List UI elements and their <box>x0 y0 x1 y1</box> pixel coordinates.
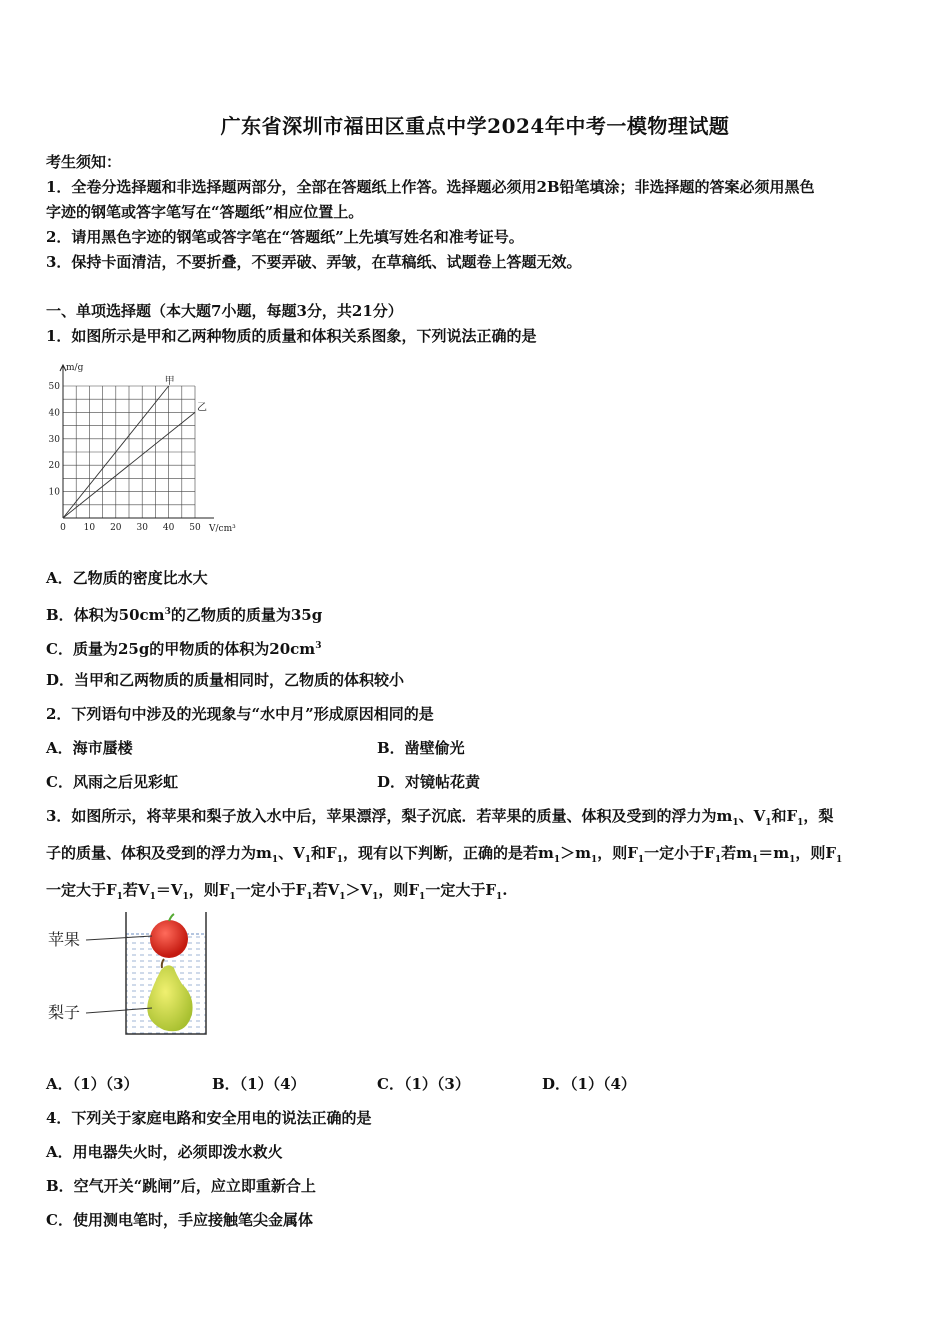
q1-option-c: C．质量为25g的甲物质的体积为$20cm^3$ <box>46 640 322 658</box>
q2-stem: 2．下列语句中涉及的光现象与“水中月”形成原因相同的是 <box>46 705 434 723</box>
graph-ticks <box>49 382 201 533</box>
notice-item-1-cont: 字迹的钢笔或答字笔写在“答题纸”相应位置上。 <box>46 203 364 221</box>
notice-heading: 考生须知： <box>46 153 122 171</box>
q1-stem: 1．如图所示是甲和乙两种物质的质量和体积关系图象，下列说法正确的是 <box>46 327 537 345</box>
q4-option-c: C．使用测电笔时，手应接触笔尖金属体 <box>46 1211 313 1229</box>
graph-series <box>63 375 207 518</box>
q4-option-b: B．空气开关“跳闸”后，应立即重新合上 <box>46 1177 316 1195</box>
q2-option-b: B．凿壁偷光 <box>377 739 465 757</box>
page-title: 广东省深圳市福田区重点中学2024年中考一模物理试题 <box>220 114 730 138</box>
x-tick-label: 50 <box>189 523 201 533</box>
notice-item-2: 2．请用黑色字迹的钢笔或答字笔在“答题纸”上先填写姓名和准考证号。 <box>46 228 524 246</box>
apple-stem <box>169 914 174 921</box>
mass-volume-graph <box>44 360 254 540</box>
series-label-1: 乙 <box>197 402 207 414</box>
q4-option-a: A．用电器失火时，必须即泼水救火 <box>46 1143 283 1161</box>
apple-label: 苹果 <box>48 930 81 949</box>
y-axis-label: m/g <box>66 363 84 373</box>
graph-grid <box>63 386 195 518</box>
q1-option-b: B．体积为$50cm^3$的乙物质的质量为35g <box>46 606 323 624</box>
y-tick-label: 10 <box>48 487 60 498</box>
q2-option-c: C．风雨之后见彩虹 <box>46 773 178 791</box>
y-tick-label: 30 <box>48 434 60 445</box>
q3-option-c: C．（1）（3） <box>377 1075 470 1093</box>
y-tick-label: 50 <box>48 382 60 392</box>
x-tick-label: 10 <box>83 523 96 533</box>
x-axis-label: V/cm³ <box>209 524 236 534</box>
notice-item-3: 3．保持卡面清洁，不要折叠，不要弄破、弄皱，在草稿纸、试题卷上答题无效。 <box>46 253 582 271</box>
y-tick-label: 40 <box>48 408 60 419</box>
y-tick-label: 20 <box>48 461 60 472</box>
x-tick-label: 40 <box>162 523 175 533</box>
q1-option-a: A．乙物质的密度比水大 <box>46 569 208 587</box>
q3-stem-line3: 一定大于$F_1$若$V_1=V_1$，则$F_1$一定小于$F_1$若$V_1>V_1$，则$F_1$一定大于$F_1$. <box>46 881 508 902</box>
q2-option-a: A．海市蜃楼 <box>46 739 133 757</box>
fruit-beaker-figure <box>44 910 214 1040</box>
x-tick-label: 20 <box>110 523 122 533</box>
q3-option-d: D．（1）（4） <box>542 1075 636 1093</box>
q3-stem-line2: 子的质量、体积及受到的浮力为$m_1$、$V_1$和$F_1$，现有以下判断，正确的是若$m_1>m_1$，则$F_1$一定小于$F_1$若$m_1=m_1$，则$F_1$ <box>46 844 843 865</box>
apple <box>150 920 188 958</box>
q4-stem: 4．下列关于家庭电路和安全用电的说法正确的是 <box>46 1109 372 1127</box>
q3-option-a: A．（1）（3） <box>46 1075 139 1093</box>
q2-option-d: D．对镜帖花黄 <box>377 773 481 791</box>
pear-label: 梨子 <box>48 1003 81 1022</box>
section-heading: 一、单项选择题（本大题7小题，每题3分，共21分） <box>46 302 403 320</box>
x-tick-label: 30 <box>136 523 148 533</box>
graph-axes <box>60 365 214 518</box>
q1-option-d: D．当甲和乙两物质的质量相同时，乙物质的体积较小 <box>46 671 405 689</box>
x-tick-label: 0 <box>60 523 66 533</box>
series-label-0: 甲 <box>164 376 175 387</box>
q3-stem-line1: 3．如图所示，将苹果和梨子放入水中后，苹果漂浮，梨子沉底．若苹果的质量、体积及受到的浮力为$m_1$、$V_1$和$F_1$，梨 <box>46 807 834 828</box>
q3-option-b: B．（1）（4） <box>212 1075 306 1093</box>
notice-item-1: 1．全卷分选择题和非选择题两部分，全部在答题纸上作答。选择题必须用2B铅笔填涂；非选择题的答案必须用黑色 <box>46 178 815 196</box>
